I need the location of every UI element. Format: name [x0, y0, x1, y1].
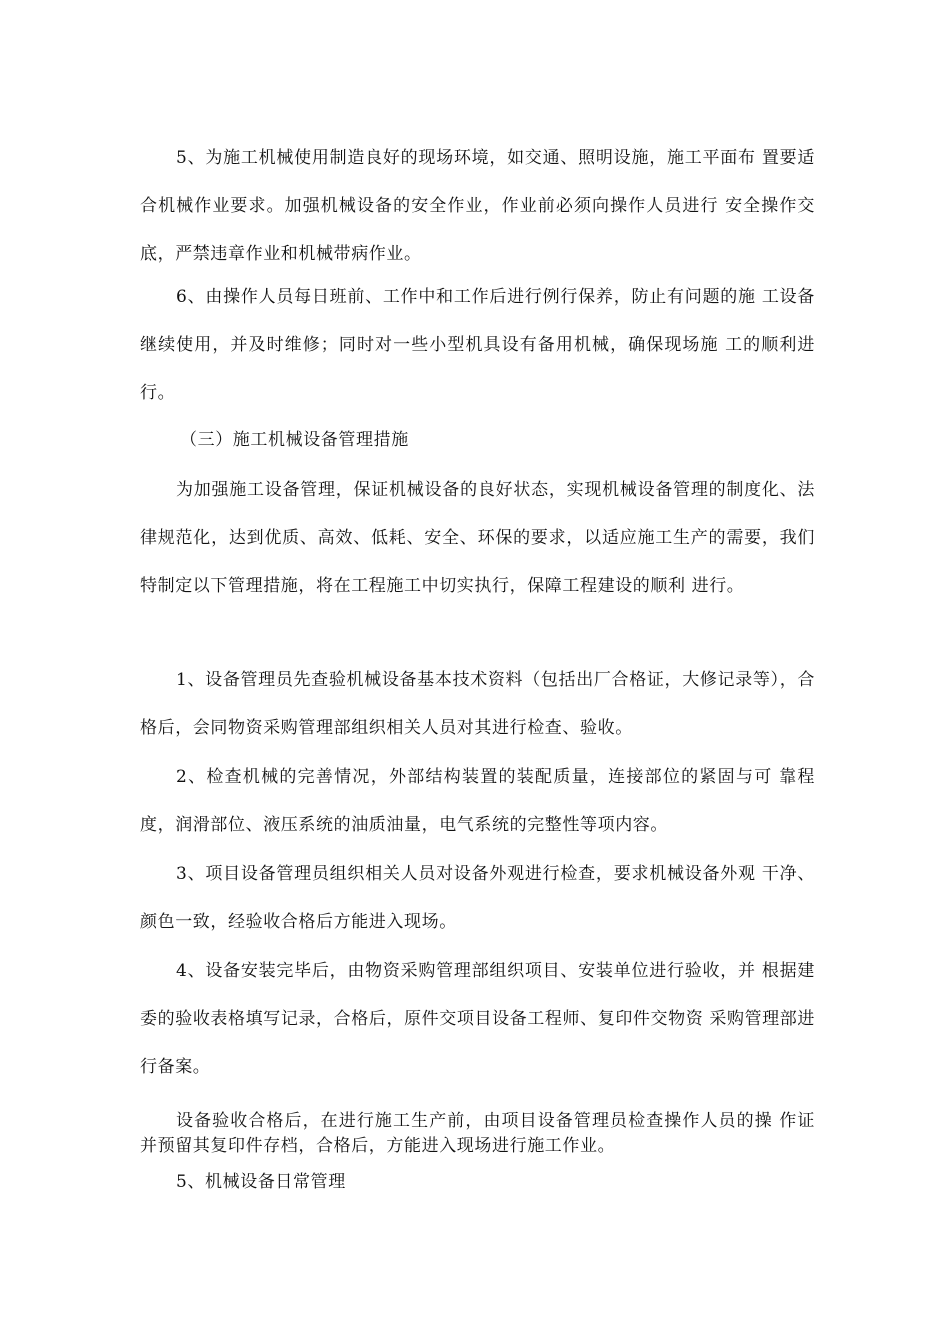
paragraph-3-appearance: 3、项目设备管理员组织相关人员对设备外观进行检查，要求机械设备外观 干净、颜色一致，经验收合格后方能进入现场。 — [140, 864, 815, 932]
paragraph-6-maintenance: 6、由操作人员每日班前、工作中和工作后进行例行保养，防止有问题的施 工设备继续使用，并及时维修；同时对一些小型机具设有备用机械，确保现场施 工的顺利进行。 — [140, 287, 815, 403]
paragraph-intro-measures: 为加强施工设备管理，保证机械设备的良好状态，实现机械设备管理的制度化、法律规范化，达到优质、高效、低耗、安全、环保的要求，以适应施工生产的需要，我们特制定以下管理措施，将在工程施工中切实执行，保障工程建设的顺利 进行。 — [140, 480, 815, 596]
section-heading-3: （三）施工机械设备管理措施 — [180, 430, 409, 450]
paragraph-operator-certificate: 设备验收合格后，在进行施工生产前，由项目设备管理员检查操作人员的操 作证并预留其复印件存档，合格后，方能进入现场进行施工作业。 — [140, 1111, 815, 1156]
paragraph-5-environment: 5、为施工机械使用制造良好的现场环境，如交通、照明设施，施工平面布 置要适合机械作业要求。加强机械设备的安全作业，作业前必须向操作人员进行 安全操作交底，严禁违章作业和机械带病作业。 — [140, 148, 815, 264]
paragraph-2-inspect: 2、检查机械的完善情况，外部结构装置的装配质量，连接部位的紧固与可 靠程度，润滑部位、液压系统的油质油量，电气系统的完整性等项内容。 — [140, 767, 815, 835]
paragraph-4-installation: 4、设备安装完毕后，由物资采购管理部组织项目、安装单位进行验收，并 根据建委的验收表格填写记录，合格后，原件交项目设备工程师、复印件交物资 采购管理部进行备案。 — [140, 961, 815, 1077]
paragraph-5-daily-management: 5、机械设备日常管理 — [176, 1172, 346, 1192]
paragraph-1-verify-docs: 1、设备管理员先查验机械设备基本技术资料（包括出厂合格证，大修记录等），合格后，会同物资采购管理部组织相关人员对其进行检查、验收。 — [140, 670, 815, 738]
